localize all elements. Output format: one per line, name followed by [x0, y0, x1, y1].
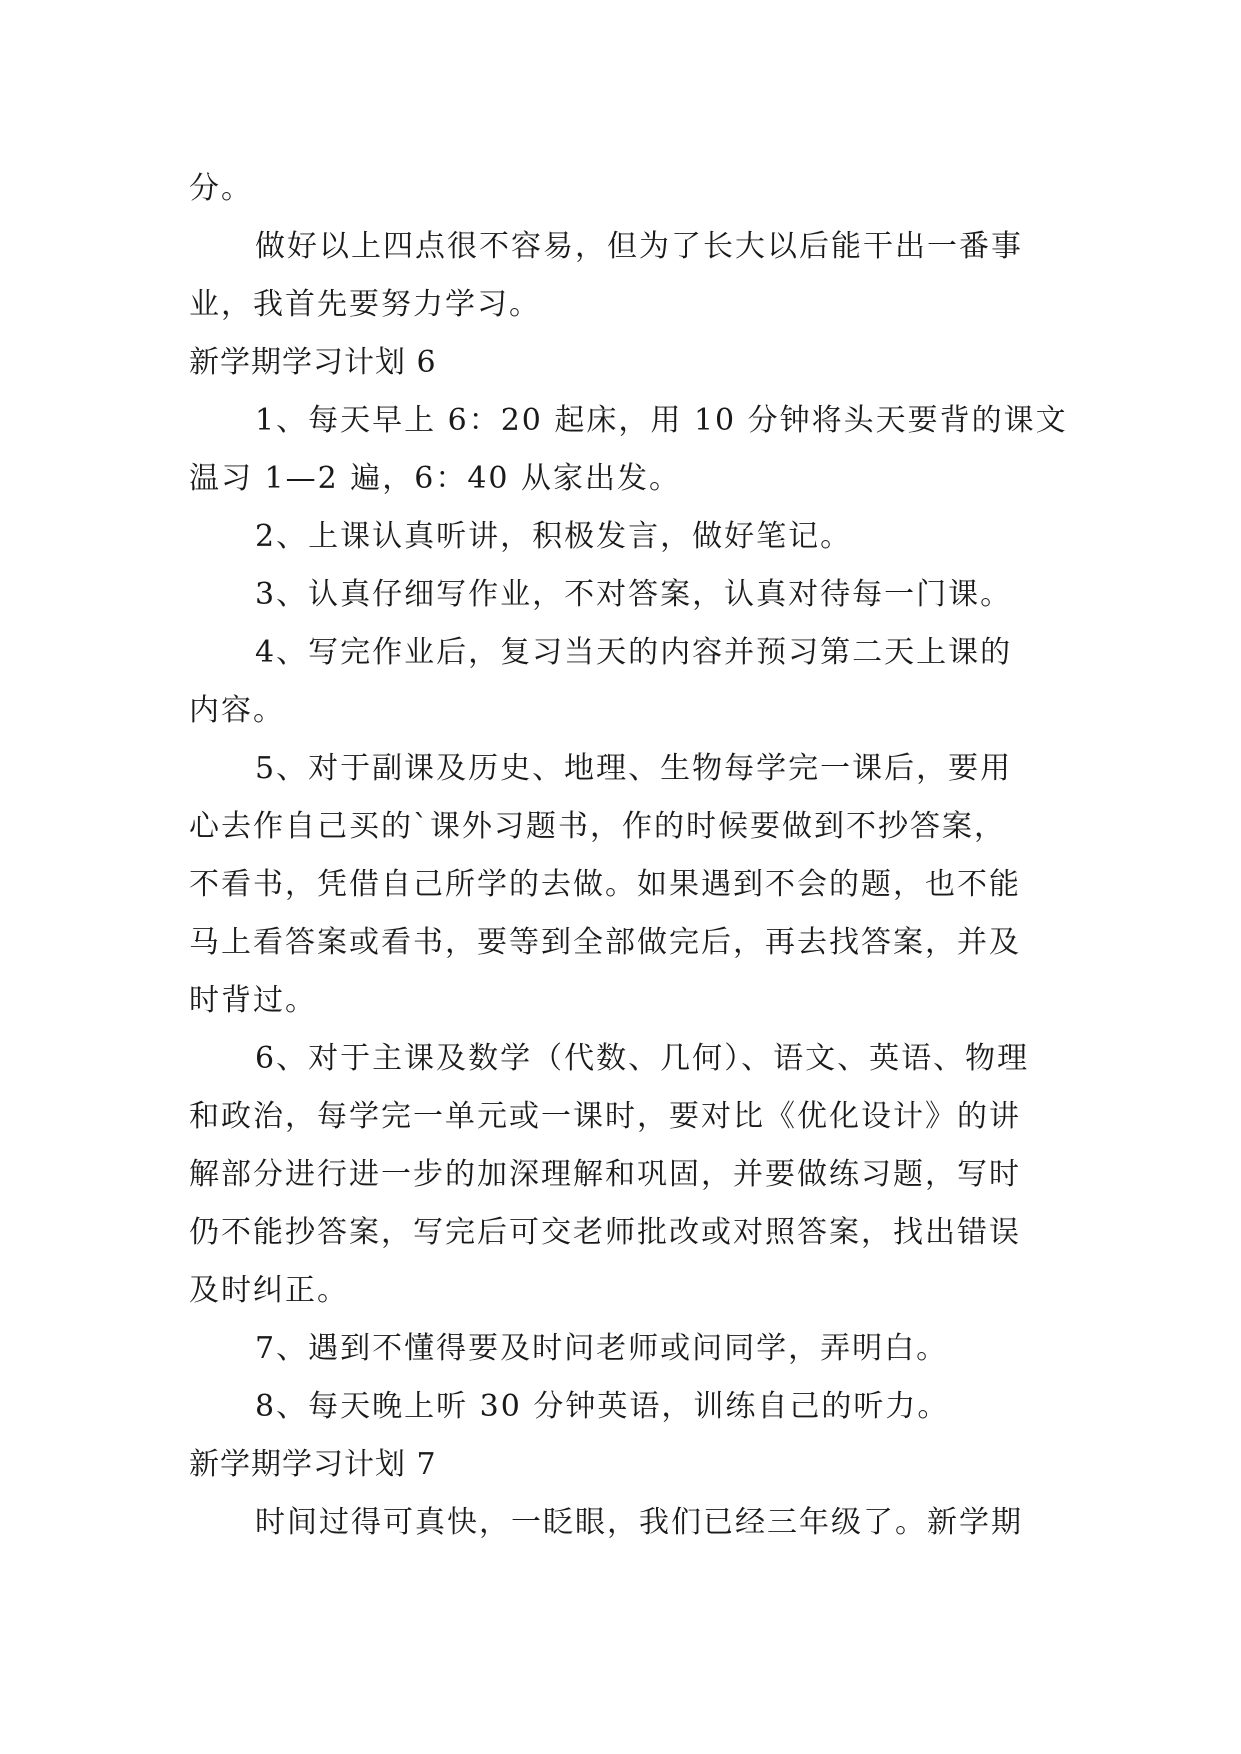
list-item-line: 不看书，凭借自己所学的去做。如果遇到不会的题，也不能: [189, 867, 1021, 902]
list-item-line: 内容。: [189, 693, 285, 728]
list-item-line: 和政治，每学完一单元或一课时，要对比《优化设计》的讲: [189, 1099, 1021, 1134]
list-item-line: 2、上课认真听讲，积极发言，做好笔记。: [255, 519, 853, 554]
list-item-line: 8、每天晚上听 30 分钟英语，训练自己的听力。: [255, 1389, 950, 1424]
list-item-line: 时背过。: [189, 983, 317, 1018]
list-item-line: 解部分进行进一步的加深理解和巩固，并要做练习题，写时: [189, 1157, 1021, 1192]
list-item-line: 仍不能抄答案，写完后可交老师批改或对照答案，找出错误: [189, 1215, 1021, 1250]
document-body: [189, 160, 1068, 1552]
list-item-line: 5、对于副课及历史、地理、生物每学完一课后，要用: [255, 751, 1013, 786]
section-heading: 新学期学习计划 6: [189, 345, 437, 380]
list-item-line: 4、写完作业后，复习当天的内容并预习第二天上课的: [255, 635, 1013, 670]
list-item-line: 6、对于主课及数学（代数、几何）、语文、英语、物理: [255, 1041, 1030, 1076]
paragraph-line: 做好以上四点很不容易，但为了长大以后能干出一番事: [255, 229, 1023, 264]
paragraph-line: 分。: [189, 171, 253, 206]
list-item-line: 7、遇到不懂得要及时问老师或问同学，弄明白。: [255, 1331, 949, 1366]
list-item-line: 心去作自己买的`课外习题书，作的时候要做到不抄答案，: [189, 809, 1006, 844]
list-item-line: 3、认真仔细写作业，不对答案，认真对待每一门课。: [255, 577, 1013, 612]
paragraph-line: 时间过得可真快，一眨眼，我们已经三年级了。新学期: [255, 1505, 1023, 1540]
list-item-line: 1、每天早上 6：20 起床，用 10 分钟将头天要背的课文: [255, 403, 1068, 438]
paragraph-line: 业，我首先要努力学习。: [189, 287, 541, 322]
list-item-line: 马上看答案或看书，要等到全部做完后，再去找答案，并及: [189, 925, 1021, 960]
list-item-line: 及时纠正。: [189, 1273, 349, 1308]
section-heading: 新学期学习计划 7: [189, 1447, 437, 1482]
list-item-line: 温习 1—2 遍，6：40 从家出发。: [189, 461, 682, 496]
